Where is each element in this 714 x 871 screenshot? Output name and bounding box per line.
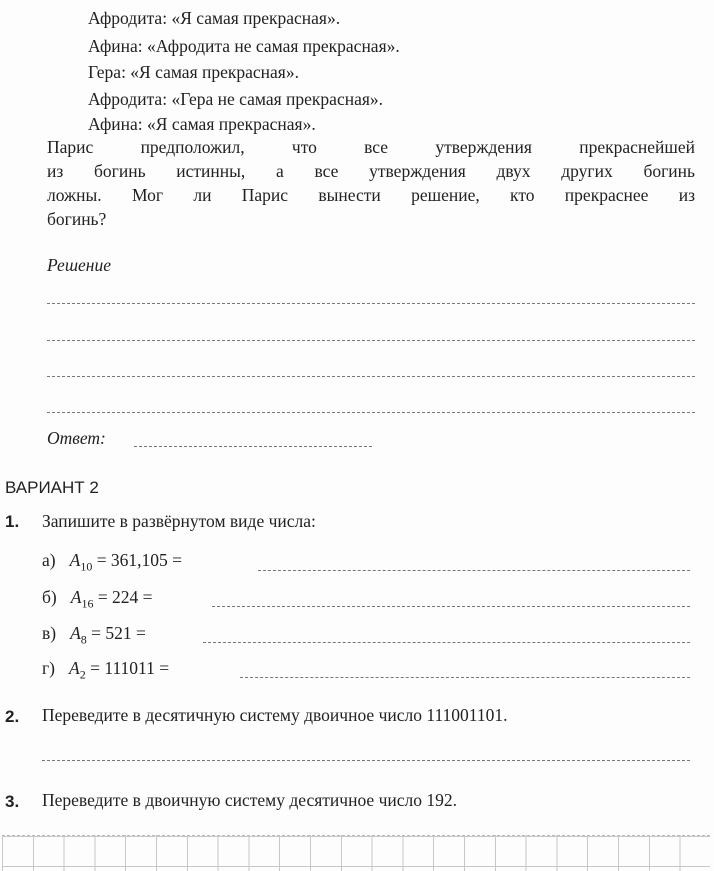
subtask-c: в) $A_8 = 521$ = (42, 623, 146, 647)
task-number: 3. (5, 792, 20, 811)
statement: Афина: «Я самая прекрасная». (88, 114, 316, 134)
variant-title: ВАРИАНТ 2 (5, 478, 99, 497)
statement: Афина: «Афродита не самая прекрасная». (88, 36, 400, 56)
task-text: Переведите в десятичную систему двоичное число 111001101. (42, 705, 508, 725)
answer-line[interactable] (258, 570, 690, 571)
task-text: Запишите в развёрнутом виде числа: (42, 511, 316, 531)
task-number: 1. (5, 512, 20, 531)
subtask-d: г) $A_2 = 111011$ = (42, 658, 170, 682)
statement: Афродита: «Я самая прекрасная». (88, 8, 341, 28)
subtask-b: б) $A_{16} = 224$ = (42, 587, 153, 611)
problem-text: из богинь истинны, а все утверждения двух других богинь (47, 161, 695, 181)
answer-line[interactable] (42, 760, 690, 761)
answer-line[interactable] (212, 606, 690, 607)
answer-line[interactable] (134, 446, 372, 447)
solution-line[interactable] (47, 340, 695, 341)
problem-text: богинь? (47, 209, 107, 229)
solution-line[interactable] (47, 412, 695, 413)
answer-line[interactable] (240, 677, 690, 678)
task-text: Переведите в двоичную систему десятичное число 192. (42, 790, 457, 810)
task-number: 2. (5, 707, 20, 726)
answer-grid[interactable] (2, 835, 710, 871)
statement: Афродита: «Гера не самая прекрасная». (88, 89, 384, 109)
solution-label: Решение (47, 255, 112, 275)
solution-line[interactable] (47, 376, 695, 377)
answer-line[interactable] (203, 642, 690, 643)
answer-label: Ответ: (47, 428, 106, 448)
statement: Гера: «Я самая прекрасная». (88, 62, 299, 82)
problem-text: Парис предположил, что все утверждения прекраснейшей (47, 137, 695, 157)
subtask-a: а) $A_{10} = 361,105$ = (42, 550, 183, 574)
solution-line[interactable] (47, 303, 695, 304)
problem-text: ложны. Мог ли Парис вынести решение, кто прекраснее из (47, 185, 695, 205)
